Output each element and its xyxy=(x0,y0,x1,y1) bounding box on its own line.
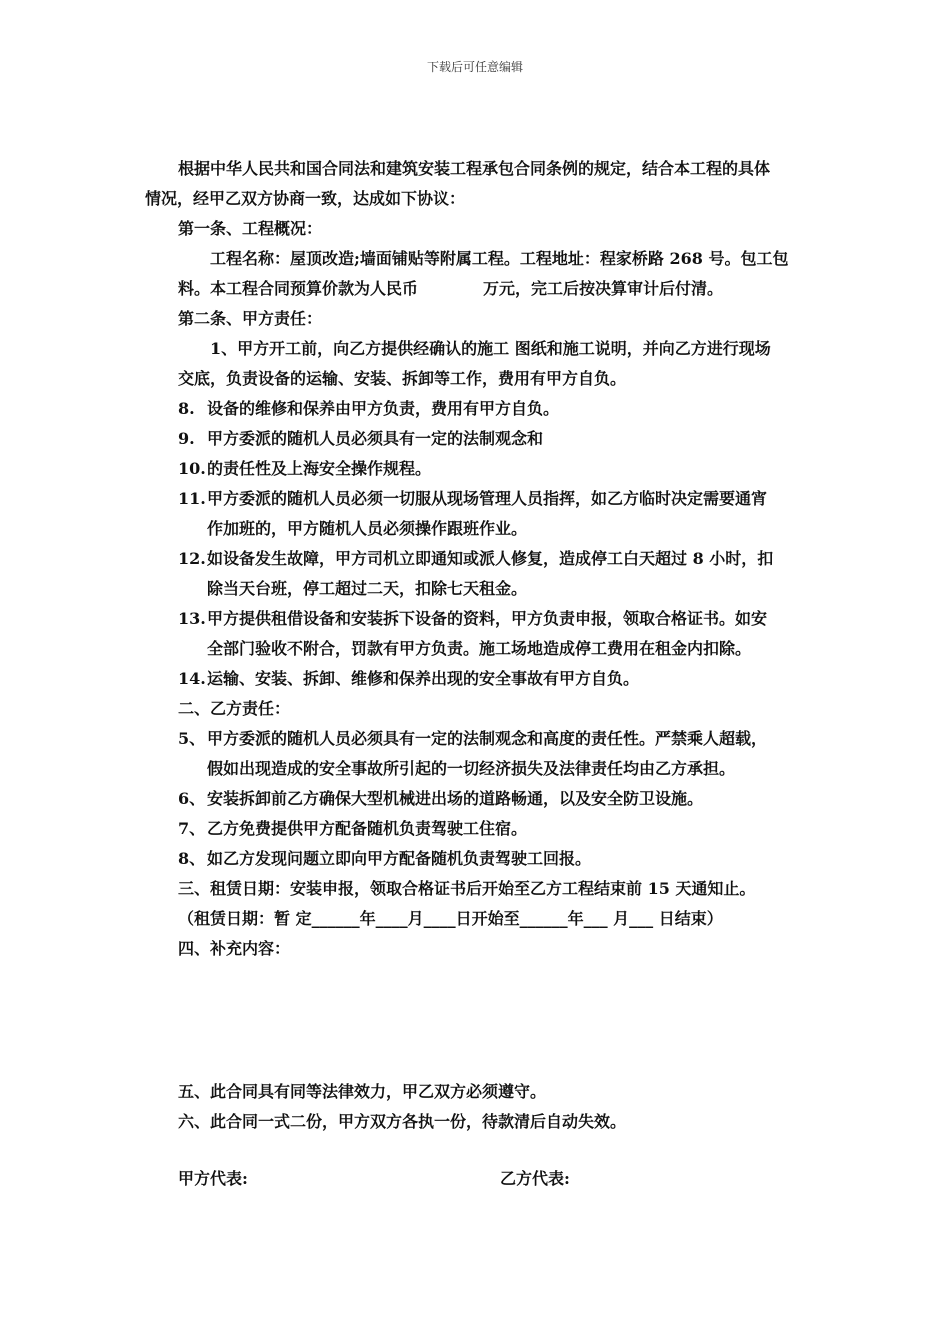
list-item-10 xyxy=(178,458,431,480)
section6-text: 五、此合同具有同等法律效力，甲乙双方必须遵守。 xyxy=(178,1082,547,1101)
item-text: 如乙方发现问题立即向甲方配备随机负责驾驶工回报。 xyxy=(207,849,592,868)
section1-title: 第一条、工程概况： xyxy=(178,219,323,238)
list-item-8 xyxy=(178,398,559,420)
item-text: 甲方提供租借设备和安装拆下设备的资料，甲方负责申报，领取合格证书。如安 xyxy=(207,609,768,628)
list-item-13 xyxy=(178,608,767,630)
item-number: 10. xyxy=(178,459,206,478)
item-number: 13. xyxy=(178,609,206,628)
list-item-12-cont: 除当天台班，停工超过二天，扣除七天租金。 xyxy=(207,579,528,598)
section2-item1-line-1: 1、甲方开工前，向乙方提供经确认的施工 图纸和施工说明，并向乙方进行现场 xyxy=(210,339,771,358)
list-item-6 xyxy=(178,788,703,810)
section1-line-1: 工程名称：屋顶改造;墙面铺贴等附属工程。工程地址：程家桥路 268 号。包工包 xyxy=(210,249,789,268)
intro-line-2: 情况，经甲乙双方协商一致，达成如下协议： xyxy=(145,189,466,208)
item-text: 运输、安装、拆卸、维修和保养出现的安全事故有甲方自负。 xyxy=(207,669,640,688)
list-item-14 xyxy=(178,668,639,690)
item-number: 6、 xyxy=(178,789,206,808)
item-number: 5、 xyxy=(178,729,206,748)
item-number: 8、 xyxy=(178,849,206,868)
list-item-5 xyxy=(178,728,767,750)
item-number: 12. xyxy=(178,549,206,568)
item-text: 设备的维修和保养由甲方负责，费用有甲方自负。 xyxy=(207,399,560,418)
section2-title: 第二条、甲方责任： xyxy=(178,309,323,328)
item-number: 8. xyxy=(178,399,195,418)
intro-line-1: 根据中华人民共和国合同法和建筑安装工程承包合同条例的规定，结合本工程的具体 xyxy=(178,159,771,178)
item-text: 甲方委派的随机人员必须一切服从现场管理人员指挥，如乙方临时决定需要通宵 xyxy=(207,489,768,508)
party-b-signature-label: 乙方代表: xyxy=(500,1169,570,1188)
item-text: 甲方委派的随机人员必须具有一定的法制观念和高度的责任性。严禁乘人超载， xyxy=(207,729,768,748)
party-a-signature-label: 甲方代表: xyxy=(178,1169,248,1188)
list-item-8b xyxy=(178,848,591,870)
section1-line-3: 万元，完工后按决算审计后付清。 xyxy=(483,279,724,298)
section1-line-2: 料。本工程合同预算价款为人民币 xyxy=(178,279,419,298)
list-item-9 xyxy=(178,428,543,450)
list-item-13-cont: 全部门验收不附合，罚款有甲方负责。施工场地造成停工费用在租金内扣除。 xyxy=(207,639,752,658)
section2-item1-line-2: 交底，负责设备的运输、安装、拆卸等工作，费用有甲方自负。 xyxy=(178,369,627,388)
list-item-11 xyxy=(178,488,767,510)
section3-title: 二、乙方责任： xyxy=(178,699,291,718)
item-text: 的责任性及上海安全操作规程。 xyxy=(207,459,432,478)
page-header: 下载后可任意编辑 xyxy=(426,60,523,74)
item-text: 乙方免费提供甲方配备随机负责驾驶工住宿。 xyxy=(207,819,528,838)
item-text: 甲方委派的随机人员必须具有一定的法制观念和 xyxy=(207,429,544,448)
item-number: 11. xyxy=(178,489,206,508)
item-number: 14. xyxy=(178,669,206,688)
item-text: 安装拆卸前乙方确保大型机械进出场的道路畅通，以及安全防卫设施。 xyxy=(207,789,704,808)
list-item-5-cont: 假如出现造成的安全事故所引起的一切经济损失及法律责任均由乙方承担。 xyxy=(207,759,736,778)
item-number: 7、 xyxy=(178,819,206,838)
list-item-7 xyxy=(178,818,527,840)
list-item-12 xyxy=(178,548,773,570)
item-number: 9. xyxy=(178,429,195,448)
section7-text: 六、此合同一式二份，甲方双方各执一份，待款清后自动失效。 xyxy=(178,1112,627,1131)
list-item-11-cont: 作加班的，甲方随机人员必须操作跟班作业。 xyxy=(207,519,528,538)
lease-period: （租赁日期：暂 定______年____月____日开始至______年___ 月___ 日结束） xyxy=(178,909,723,928)
section5-title: 四、补充内容： xyxy=(178,939,291,958)
section4-title: 三、租赁日期：安装申报，领取合格证书后开始至乙方工程结束前 15 天通知止。 xyxy=(178,879,756,898)
item-text: 如设备发生故障，甲方司机立即通知或派人修复，造成停工白天超过 8 小时，扣 xyxy=(207,549,774,568)
